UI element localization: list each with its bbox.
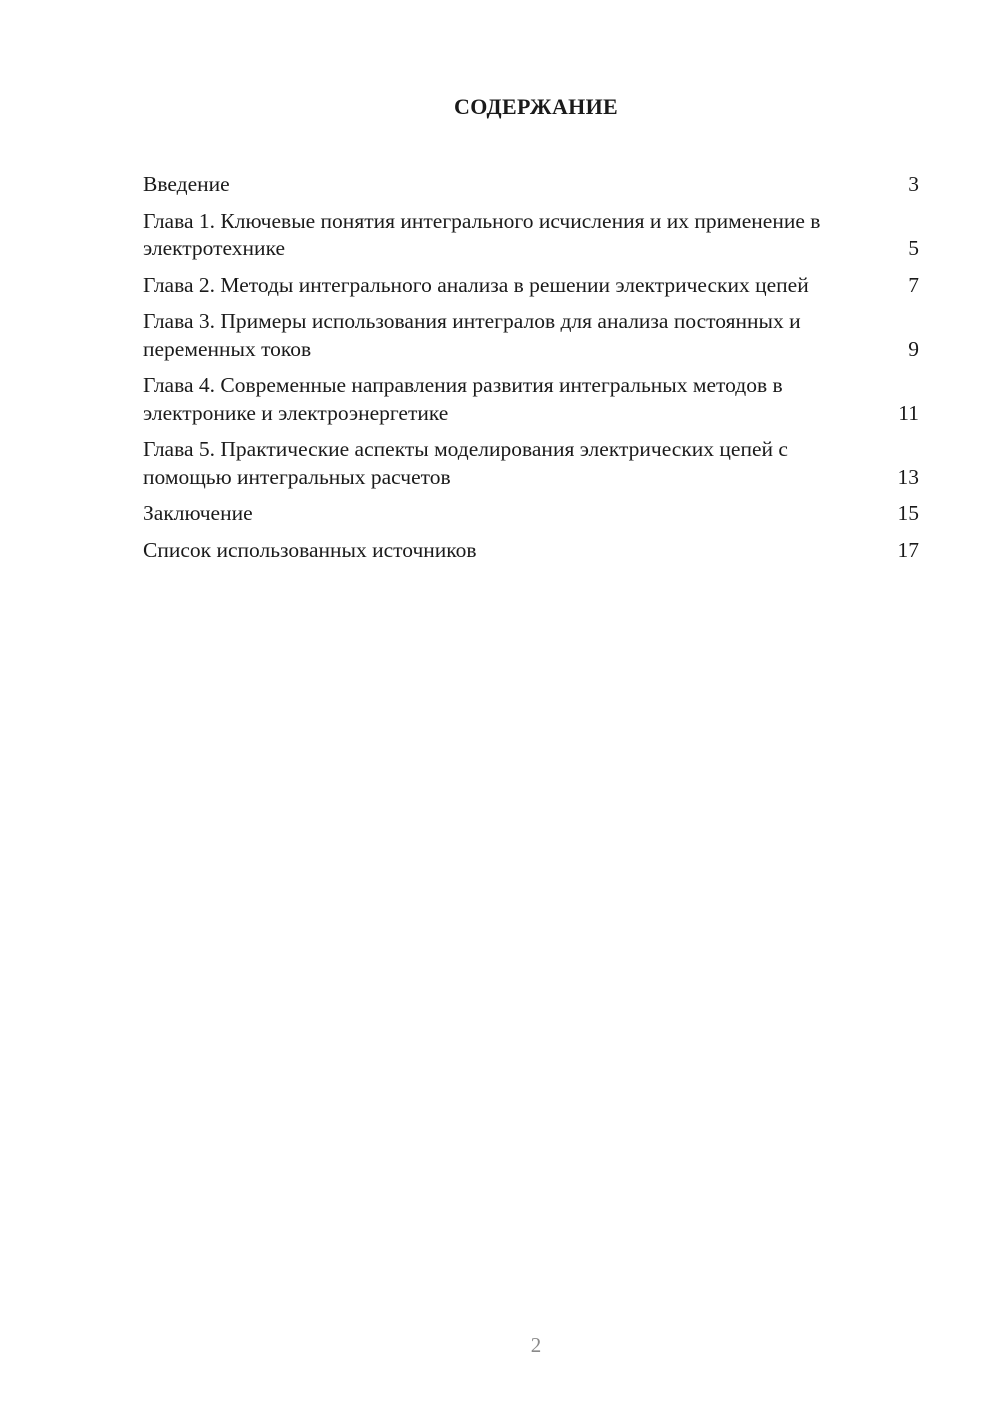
- toc-entry-page: 3: [908, 172, 919, 196]
- toc-entry-page: 5: [908, 236, 919, 260]
- toc-entry-title: Глава 5. Практические аспекты моделирования электрических цепей с помощью интегральных расчетов: [143, 437, 788, 489]
- toc-entry-conclusion[interactable]: [143, 500, 919, 528]
- toc-entry-chapter-2[interactable]: [143, 272, 919, 300]
- toc-entry-chapter-5[interactable]: [143, 436, 919, 491]
- toc-entry-title: Список использованных источников: [143, 537, 477, 562]
- toc-entry-title: Введение: [143, 172, 230, 196]
- toc-entry-title: Глава 1. Ключевые понятия интегрального исчисления и их применение в электротехнике: [143, 208, 821, 260]
- toc-entry-title: Глава 3. Примеры использования интегралов для анализа постоянных и переменных токов: [143, 309, 801, 361]
- page-title: СОДЕРЖАНИЕ: [454, 94, 618, 119]
- toc-entry-page: 15: [897, 501, 919, 525]
- toc-entry-page: 9: [908, 336, 919, 361]
- toc-entry-introduction[interactable]: [143, 171, 919, 199]
- toc-entry-page: 7: [908, 272, 919, 297]
- table-of-contents: [143, 171, 919, 573]
- toc-entry-chapter-3[interactable]: [143, 308, 919, 363]
- toc-entry-page: 17: [897, 537, 919, 562]
- page-number: 2: [530, 1333, 542, 1357]
- toc-entry-title: Заключение: [143, 501, 253, 525]
- toc-entry-chapter-1[interactable]: [143, 208, 919, 263]
- toc-entry-chapter-4[interactable]: [143, 372, 919, 427]
- toc-entry-page: 11: [898, 400, 919, 425]
- toc-entry-title: Глава 4. Современные направления развития интегральных методов в электронике и электроэнергетике: [143, 373, 783, 425]
- toc-entry-title: Глава 2. Методы интегрального анализа в решении электрических цепей: [143, 272, 809, 297]
- toc-entry-page: 13: [897, 464, 919, 489]
- toc-entry-references[interactable]: [143, 537, 919, 565]
